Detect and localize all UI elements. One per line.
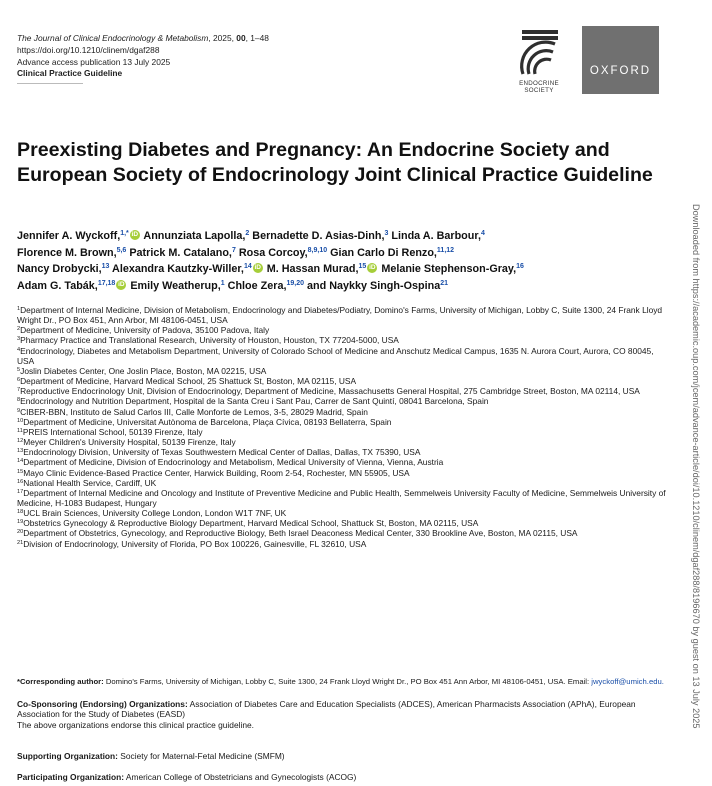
affiliation-number: 12: [17, 438, 24, 445]
affiliation-item: [17, 447, 667, 457]
affiliation-item: [17, 488, 667, 508]
author-affil-sup[interactable]: 8,9,10: [307, 246, 328, 254]
supporting-organization: [17, 751, 285, 761]
author-name[interactable]: Jennifer A. Wyckoff,: [17, 230, 121, 242]
affiliation-item: [17, 325, 667, 335]
download-watermark: [687, 204, 703, 779]
corresponding-address: Domino's Farms, University of Michigan, Lobby C, Suite 1300, 24 Frank Lloyd Wright Dr., PO Box 451 Ann Arbor, MI 48106-0451, USA.: [105, 677, 566, 686]
oxford-logo[interactable]: [582, 26, 659, 94]
author-name[interactable]: Bernadette D. Asias-Dinh,: [252, 230, 385, 242]
participating-label: Participating Organization:: [17, 772, 125, 782]
affiliation-text: Reproductive Endocrinology Unit, Division of Endocrinology, Department of Medicine, Massachusetts General Hospital, 275 Cambridge Street, Boston, MA 02114, USA: [20, 386, 640, 397]
affiliation-number: 14: [17, 458, 24, 465]
affiliation-text: Endocrinology, Diabetes and Metabolism Department, University of Colorado School of Medicine and Anschutz Medical Campus, 1635 N. Aurora Court, Aurora, CO 80045, USA: [17, 345, 654, 366]
affiliation-number: 7: [17, 387, 21, 394]
affiliation-item: [17, 407, 667, 417]
affiliation-number: 17: [17, 488, 24, 495]
author-affil-sup[interactable]: 17,18: [97, 279, 116, 287]
author-name[interactable]: Emily Weatherup,: [130, 279, 221, 292]
affiliation-number: 11: [17, 427, 23, 434]
author-name[interactable]: Gian Carlo Di Renzo,: [330, 246, 437, 259]
affiliation-text: Pharmacy Practice and Translational Research, University of Houston, Houston, TX 77204-5000, USA: [20, 335, 399, 346]
author-affil-sup[interactable]: 7: [231, 246, 236, 254]
journal-name[interactable]: The Journal of Clinical Endocrinology & Metabolism: [17, 33, 209, 43]
affiliation-text: Department of Obstetrics, Gynecology, and Reproductive Biology, Beth Israel Deaconess Medical Center, 330 Brookline Ave, Boston, MA 02115, USA: [23, 528, 578, 539]
affiliation-item: [17, 376, 667, 386]
journal-header: [17, 33, 269, 84]
affiliation-text: National Health Service, Cardiff, UK: [23, 477, 157, 488]
doi-link[interactable]: https://doi.org/10.1210/clinem/dgaf288: [17, 44, 160, 55]
author-name[interactable]: Annunziata Lapolla,: [143, 230, 246, 242]
affiliation-item: [17, 437, 667, 447]
author-line: [17, 245, 657, 262]
affiliation-item: [17, 539, 667, 549]
affiliation-text: Meyer Children's University Hospital, 50139 Firenze, Italy: [23, 437, 236, 448]
affiliation-item: [17, 468, 667, 478]
journal-citation: [17, 33, 269, 45]
affiliation-item: [17, 305, 667, 325]
affiliation-text: Department of Internal Medicine and Oncology and Institute of Preventive Medicine and Public Health, Semmelweis University Faculty of Medicine, Semmelweis University of Medicine, H-1083 Budapest, Hungary: [17, 487, 666, 508]
affiliation-number: 16: [17, 478, 24, 485]
affiliation-number: 4: [17, 346, 21, 353]
affiliation-number: 21: [17, 539, 24, 546]
affiliation-text: Division of Endocrinology, University of Florida, PO Box 100226, Gainesville, FL 32610, USA: [23, 538, 367, 549]
affiliation-item: [17, 478, 667, 488]
logo-line-endocrine: ENDOCRINE: [519, 80, 559, 87]
author-name[interactable]: Melanie Stephenson-Gray,: [381, 263, 517, 276]
article-title: Preexisting Diabetes and Pregnancy: An Endocrine Society and European Society of Endocrinology Joint Clinical Practice Guideline: [17, 139, 653, 186]
affiliation-item: [17, 346, 667, 366]
author-name[interactable]: Rosa Corcoy,: [238, 246, 308, 259]
affiliation-text: Department of Medicine, Universitat Autònoma de Barcelona, Plaça Cívica, 08193 Bellaterra, Spain: [23, 416, 392, 427]
author-affil-sup[interactable]: 15: [358, 263, 367, 271]
author-line: [17, 261, 657, 278]
author-affil-sup[interactable]: 21: [440, 279, 448, 287]
journal-pages: , 1–48: [245, 33, 269, 43]
header-divider: [17, 83, 83, 84]
affiliation-list: [17, 305, 667, 549]
corresponding-mark: *: [126, 230, 129, 237]
author-affil-sup[interactable]: 13: [101, 263, 110, 271]
author-affil-sup[interactable]: 1: [220, 279, 225, 287]
affiliation-number: 2: [17, 326, 21, 333]
affiliation-item: [17, 386, 667, 396]
journal-volume: 00: [236, 33, 246, 43]
download-notice-text[interactable]: Downloaded from https://academic.oup.com/jcem/advance-article/doi/10.1210/clinem/dgaf288/8196670 by guest on 13 July 2025: [691, 204, 701, 729]
participating-organization: [17, 772, 356, 782]
article-type: Clinical Practice Guideline: [17, 68, 123, 79]
affiliation-item: [17, 396, 667, 406]
author-line: [17, 228, 657, 245]
email-link[interactable]: jwyckoff@umich.edu.: [591, 677, 664, 686]
supporting-label: Supporting Organization:: [17, 751, 118, 761]
affiliation-text: CIBER-BBN, Instituto de Salud Carlos III, Calle Monforte de Lemos, 3-5, 28029 Madrid, Spain: [20, 406, 368, 417]
affiliation-text: Joslin Diabetes Center, One Joslin Place, Boston, MA 02215, USA: [20, 365, 267, 376]
affiliation-item: [17, 518, 667, 528]
affiliation-number: 8: [17, 397, 21, 404]
affiliation-number: 9: [17, 407, 21, 414]
author-affil-sup[interactable]: 3: [384, 230, 389, 237]
affiliation-number: 6: [17, 377, 21, 384]
author-list: [17, 228, 657, 294]
author-affil-sup[interactable]: 19,20: [286, 279, 304, 287]
author-name[interactable]: Chloe Zera,: [227, 279, 287, 292]
endorse-statement: The above organizations endorse this clinical practice guideline.: [17, 719, 254, 730]
affiliation-item: [17, 335, 667, 345]
author-affil-sup[interactable]: 16: [516, 263, 524, 271]
journal-year: , 2025,: [208, 33, 237, 43]
cosponsoring-label: Co-Sponsoring (Endorsing) Organizations:: [17, 699, 188, 709]
affiliation-number: 1: [17, 306, 21, 312]
advance-access: Advance access publication 13 July 2025: [17, 56, 171, 67]
affiliation-text: Endocrinology Division, University of Texas Southwestern Medical Center of Dallas, Dallas, TX 75390, USA: [23, 447, 421, 458]
author-name[interactable]: Adam G. Tabák,: [17, 279, 98, 292]
affiliation-number: 3: [17, 336, 21, 343]
orcid-icon[interactable]: iD: [131, 231, 139, 239]
affiliation-text: PREIS International School, 50139 Firenze, Italy: [22, 426, 203, 437]
author-name[interactable]: Nancy Drobycki,: [17, 263, 102, 276]
supporting-text: Society for Maternal-Fetal Medicine (SMFM): [120, 751, 285, 761]
affiliation-item: [17, 417, 667, 427]
corresponding-label: *Corresponding author:: [17, 677, 104, 686]
author-affil-sup[interactable]: 5,6: [116, 246, 127, 254]
email-label: Email:: [567, 677, 590, 686]
author-line: [17, 278, 657, 295]
affiliation-item: [17, 528, 667, 538]
affiliation-text: Obstetrics Gynecology & Reproductive Biology Department, Harvard Medical School, Shattuck St, Boston, MA 02115, USA: [23, 518, 479, 529]
cosponsoring-organizations: [17, 699, 667, 730]
author-name[interactable]: and Naykky Singh-Ospina: [307, 279, 441, 292]
author-affil-sup[interactable]: 2: [245, 230, 250, 237]
cosponsoring-text: Association of Diabetes Care and Education Specialists (ADCES), American Pharmacists Association (APhA), European Association for the Study of Diabetes (EASD): [17, 699, 636, 720]
author-name[interactable]: M. Hassan Murad,: [266, 263, 359, 276]
affiliation-number: 5: [17, 366, 21, 373]
author-name[interactable]: Patrick M. Catalano,: [129, 246, 232, 259]
orcid-icon[interactable]: iD: [254, 264, 261, 272]
endocrine-society-wordmark: [504, 80, 574, 94]
orcid-icon[interactable]: iD: [118, 280, 125, 288]
affiliation-number: 19: [17, 519, 24, 526]
affiliation-text: Mayo Clinic Evidence-Based Practice Center, Harwick Building, Room 2-54, Rochester, MN 55905, USA: [23, 467, 410, 478]
affiliation-item: [17, 457, 667, 467]
author-name[interactable]: Linda A. Barbour,: [391, 230, 481, 242]
oxford-wordmark: OXFORD: [589, 65, 652, 77]
affiliation-text: UCL Brain Sciences, University College London, London W1T 7NF, UK: [23, 508, 287, 519]
affiliation-text: Department of Internal Medicine, Division of Metabolism, Endocrinology and Diabetes/Podiatry, Domino's Farms, University of Michigan, Lobby C, Suite 1300, 24 Frank Lloyd Wright Dr., PO Box 451, Ann Arbor, MI 48106-0451, USA: [17, 305, 663, 326]
affiliation-text: Department of Medicine, Harvard Medical School, 25 Shattuck St, Boston, MA 02115, USA: [20, 376, 357, 387]
author-affil-sup[interactable]: 14: [243, 263, 252, 271]
author-affil-sup[interactable]: 1,: [120, 230, 127, 237]
affiliation-number: 15: [17, 468, 24, 475]
affiliation-item: [17, 366, 667, 376]
affiliation-item: [17, 427, 667, 437]
affiliation-number: 20: [17, 529, 24, 536]
affiliation-number: 13: [17, 448, 24, 455]
affiliation-text: Department of Medicine, University of Padova, 35100 Padova, Italy: [20, 325, 270, 336]
participating-text: American College of Obstetricians and Gynecologists (ACOG): [125, 772, 357, 782]
affiliation-text: Endocrinology and Nutrition Department, Hospital de la Santa Creu i Sant Pau, Carrer de Sant Quintí, 08041 Barcelona, Spain: [20, 396, 489, 407]
author-affil-sup[interactable]: 11,12: [436, 246, 455, 254]
affiliation-text: Department of Medicine, Division of Endocrinology and Metabolism, Medical University of Vienna, Vienna, Austria: [23, 457, 444, 468]
author-affil-sup[interactable]: 4: [480, 230, 485, 237]
corresponding-author: [17, 677, 667, 687]
logo-line-society: SOCIETY: [524, 87, 554, 94]
author-name[interactable]: Alexandra Kautzky-Willer,: [112, 263, 244, 276]
affiliation-number: 10: [17, 417, 24, 424]
affiliation-item: [17, 508, 667, 518]
author-name[interactable]: Florence M. Brown,: [17, 246, 117, 259]
affiliation-number: 18: [17, 509, 24, 516]
orcid-icon[interactable]: iD: [369, 264, 376, 272]
